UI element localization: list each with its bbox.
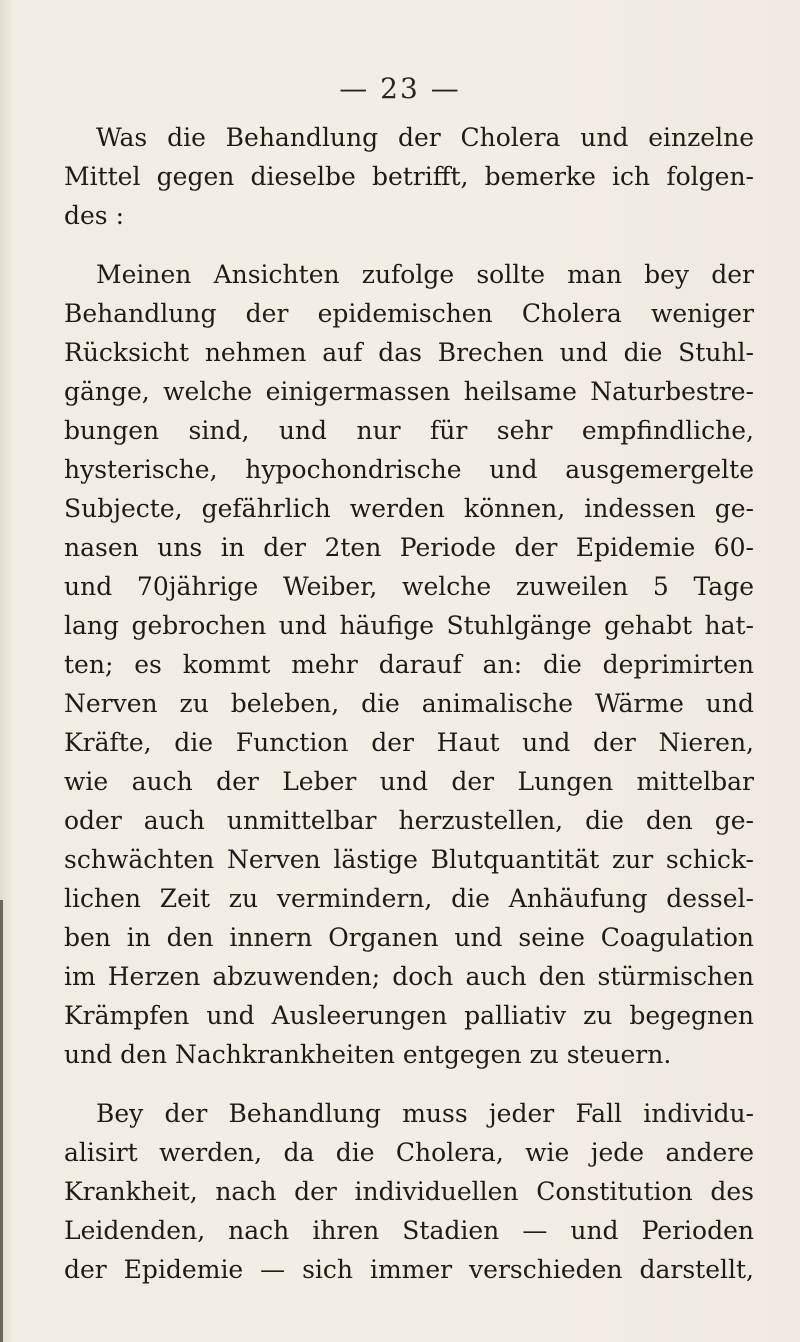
text-line: hysterische, hypochondrische und ausgemergelte <box>64 455 754 484</box>
text-line: lichen Zeit zu vermindern, die Anhäufung dessel- <box>64 884 754 913</box>
text-line: wie auch der Leber und der Lungen mittelbar <box>64 767 754 796</box>
paragraph-1 <box>64 118 754 235</box>
text-line: Rücksicht nehmen auf das Brechen und die Stuhl- <box>64 338 754 367</box>
binding-edge <box>0 900 3 1342</box>
text-line: Behandlung der epidemischen Cholera weniger <box>64 299 754 328</box>
text-line: Krämpfen und Ausleerungen palliativ zu begegnen <box>64 1001 754 1030</box>
text-line: bungen sind, und nur für sehr empfindliche, <box>64 416 754 445</box>
text-line: und 70jährige Weiber, welche zuweilen 5 Tage <box>64 572 754 601</box>
text-line: Bey der Behandlung muss jeder Fall individu- <box>96 1099 754 1128</box>
text-line: ben in den innern Organen und seine Coagulation <box>64 923 754 952</box>
text-line: Meinen Ansichten zufolge sollte man bey der <box>96 260 754 289</box>
text-line: Mittel gegen dieselbe betrifft, bemerke ich folgen- <box>64 162 754 191</box>
text-line: Was die Behandlung der Cholera und einzelne <box>96 123 754 152</box>
text-line: ten; es kommt mehr darauf an: die deprimirten <box>64 650 754 679</box>
text-line: Subjecte, gefährlich werden können, indessen ge- <box>64 494 754 523</box>
text-line: lang gebrochen und häufige Stuhlgänge gehabt hat- <box>64 611 754 640</box>
text-line: der Epidemie — sich immer verschieden darstellt, <box>64 1255 754 1284</box>
text-line: des : <box>64 201 124 230</box>
paragraph-2 <box>64 255 754 1074</box>
text-line: Krankheit, nach der individuellen Constitution des <box>64 1177 754 1206</box>
text-line: nasen uns in der 2ten Periode der Epidemie 60- <box>64 533 754 562</box>
text-line: und den Nachkrankheiten entgegen zu steuern. <box>64 1040 672 1069</box>
text-line: alisirt werden, da die Cholera, wie jede andere <box>64 1138 754 1167</box>
text-line: Nerven zu beleben, die animalische Wärme und <box>64 689 754 718</box>
text-line: gänge, welche einigermassen heilsame Naturbestre- <box>64 377 754 406</box>
page-number: — 23 — <box>339 72 461 105</box>
text-line: im Herzen abzuwenden; doch auch den stürmischen <box>64 962 754 991</box>
body-text <box>64 118 754 1289</box>
paragraph-3 <box>64 1094 754 1289</box>
text-line: Kräfte, die Function der Haut und der Nieren, <box>64 728 754 757</box>
text-line: schwächten Nerven lästige Blutquantität zur schick- <box>64 845 754 874</box>
text-line: Leidenden, nach ihren Stadien — und Perioden <box>64 1216 754 1245</box>
text-line: oder auch unmittelbar herzustellen, die den ge- <box>64 806 754 835</box>
